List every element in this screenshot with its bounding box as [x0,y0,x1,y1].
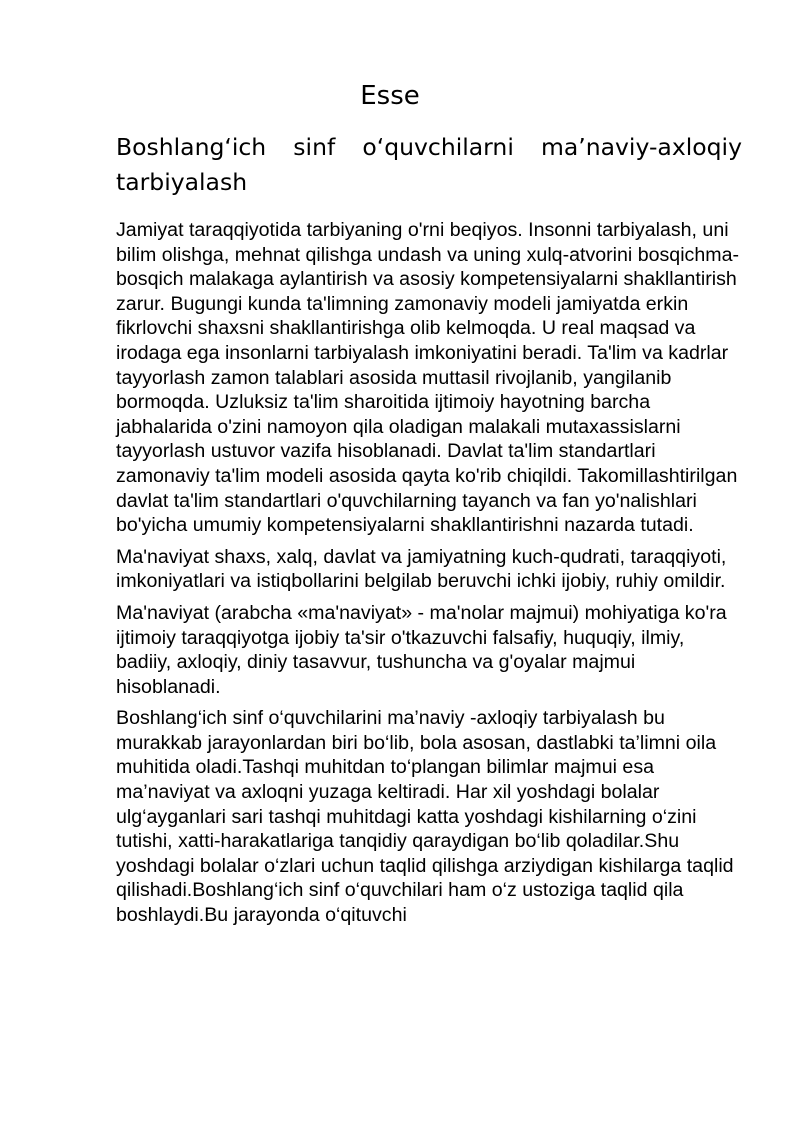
paragraph-1: Jamiyat taraqqiyotida tarbiyaning o'rni beqiyos. Insonni tarbiyalash, uni bilim olishga, mehnat qilishga undash va uning xulq-atvorini bosqichma-bosqich malakaga aylantirish va asosiy kompetensiyalarni shakllantirish zarur. Bugungi kunda ta'limning zamonaviy modeli jamiyatda erkin fikrlovchi shaxsni shakllantirishga olib kelmoqda. U real maqsad va irodaga ega insonlarni tarbiyalash imkoniyatini beradi. Ta'lim va kadrlar tayyorlash zamon talablari asosida muttasil rivojlanib, yangilanib bormoqda. Uzluksiz ta'lim sharoitida ijtimoiy hayotning barcha jabhalarida o'zini namoyon qila oladigan malakali mutaxassislarni tayyorlash ustuvor vazifa hisoblanadi. Davlat ta'lim standartlari zamonaviy ta'lim modeli asosida qayta ko'rib chiqildi. Takomillashtirilgan davlat ta'lim standartlari o'quvchilarning tayanch va fan yo'nalishlari bo'yicha umumiy kompetensiyalarni shakllantirishni nazarda tutadi. [116,219,739,537]
paragraph-3: Ma'naviyat (arabcha «ma'naviyat» - ma'nolar majmui) mohiyatiga ko'ra ijtimoiy taraqqiyotga ijobiy ta'sir o'tkazuvchi falsafiy, huquqiy, ilmiy, badiiy, axloqiy, diniy tasavvur, tushuncha va g'oyalar majmui hisoblanadi. [116,601,727,698]
document-title: Esse [360,81,420,111]
document-heading: Boshlang‘ich sinf o‘quvchilarni ma’naviy-axloqiy tarbiyalash [116,133,742,196]
paragraph-2: Ma'naviyat shaxs, xalq, davlat va jamiyatning kuch-qudrati, taraqqiyoti, imkoniyatlari va istiqbollarini belgilab beruvchi ichki ijobiy, ruhiy omildir. [116,545,727,593]
paragraph-4: Boshlang‘ich sinf o‘quvchilarini ma’naviy -axloqiy tarbiyalash bu murakkab jarayonlardan biri bo‘lib, bola asosan, dastlabki ta’limni oila muhitida oladi.Tashqi muhitdan to‘plangan bilimlar majmui esa ma’naviyat va axloqni yuzaga keltiradi. Har xil yoshdagi bolalar ulg‘ayganlari sari tashqi muhitdagi katta yoshdagi kishilarning o‘zini tutishi, xatti-harakatlariga tanqidiy qaraydigan bo‘lib qoladilar.Shu yoshdagi bolalar o‘zlari uchun taqlid qilishga arziydigan kishilarga taqlid qilishadi.Boshlang‘ich sinf o‘quvchilari ham o‘z ustoziga taqlid qila boshlaydi.Bu jarayonda o‘qituvchi [116,707,734,927]
document-body [116,218,744,935]
